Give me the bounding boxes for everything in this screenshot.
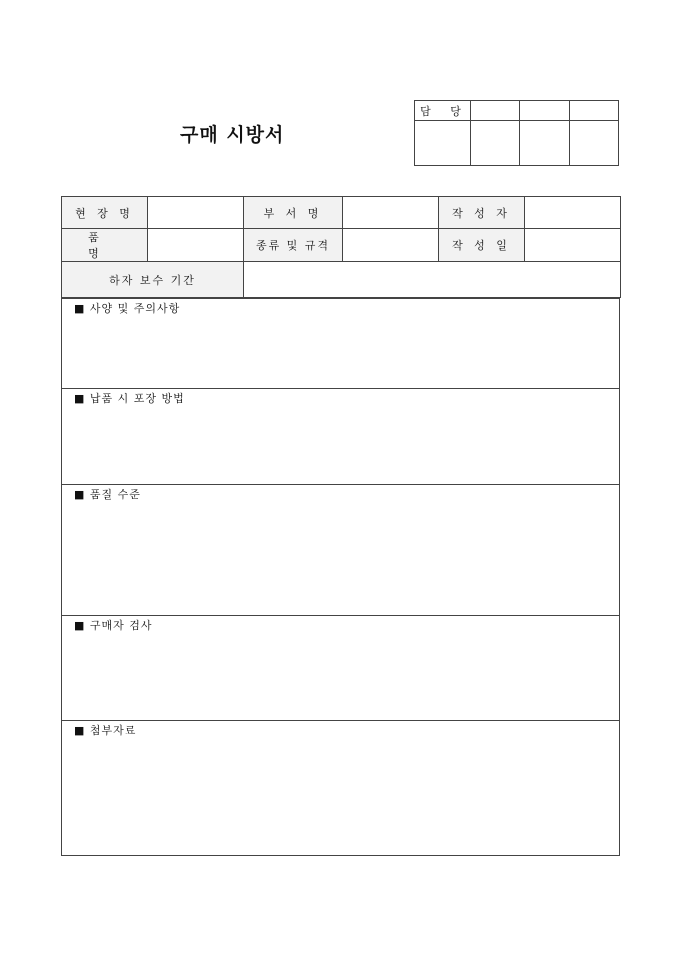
section-title: 사양 및 주의사항 bbox=[89, 302, 181, 315]
warranty-period-label: 하자 보수 기간 bbox=[62, 262, 244, 298]
section-title: 품질 수준 bbox=[89, 488, 141, 501]
author-label: 작 성 자 bbox=[439, 197, 525, 229]
section-marker: ■ bbox=[74, 392, 86, 405]
site-name-label: 현 장 명 bbox=[62, 197, 148, 229]
type-spec-label: 종류 및 규격 bbox=[244, 229, 343, 262]
approval-sign-cell-2[interactable] bbox=[471, 121, 520, 166]
type-spec-field[interactable] bbox=[343, 229, 439, 262]
date-written-label: 작 성 일 bbox=[439, 229, 525, 262]
approval-label: 담 당 bbox=[415, 101, 471, 121]
document-title: 구매 시방서 bbox=[180, 124, 285, 146]
attachments-section[interactable] bbox=[62, 721, 620, 856]
approval-header-cell-3[interactable] bbox=[569, 101, 618, 121]
item-name-field[interactable] bbox=[148, 229, 244, 262]
approval-sign-cell-1[interactable] bbox=[415, 121, 471, 166]
section-marker: ■ bbox=[74, 724, 86, 737]
item-name-label: 품 명 bbox=[62, 229, 148, 262]
section-marker: ■ bbox=[74, 488, 86, 501]
date-written-field[interactable] bbox=[525, 229, 621, 262]
section-marker: ■ bbox=[74, 302, 86, 315]
approval-header-cell-2[interactable] bbox=[520, 101, 569, 121]
dept-name-field[interactable] bbox=[343, 197, 439, 229]
section-title: 납품 시 포장 방법 bbox=[89, 392, 185, 405]
approval-box bbox=[414, 100, 619, 166]
author-field[interactable] bbox=[525, 197, 621, 229]
sections-table bbox=[61, 298, 620, 856]
warranty-period-field[interactable] bbox=[244, 262, 621, 298]
section-title: 첨부자료 bbox=[89, 724, 137, 737]
dept-name-label: 부 서 명 bbox=[244, 197, 343, 229]
site-name-field[interactable] bbox=[148, 197, 244, 229]
approval-sign-cell-3[interactable] bbox=[520, 121, 569, 166]
approval-header-cell-1[interactable] bbox=[471, 101, 520, 121]
spec-notes-section[interactable] bbox=[62, 299, 620, 389]
packing-method-section[interactable] bbox=[62, 389, 620, 485]
info-table bbox=[61, 196, 621, 298]
quality-level-section[interactable] bbox=[62, 485, 620, 616]
section-marker: ■ bbox=[74, 619, 86, 632]
approval-sign-cell-4[interactable] bbox=[569, 121, 618, 166]
buyer-inspection-section[interactable] bbox=[62, 616, 620, 721]
section-title: 구매자 검사 bbox=[89, 619, 153, 632]
